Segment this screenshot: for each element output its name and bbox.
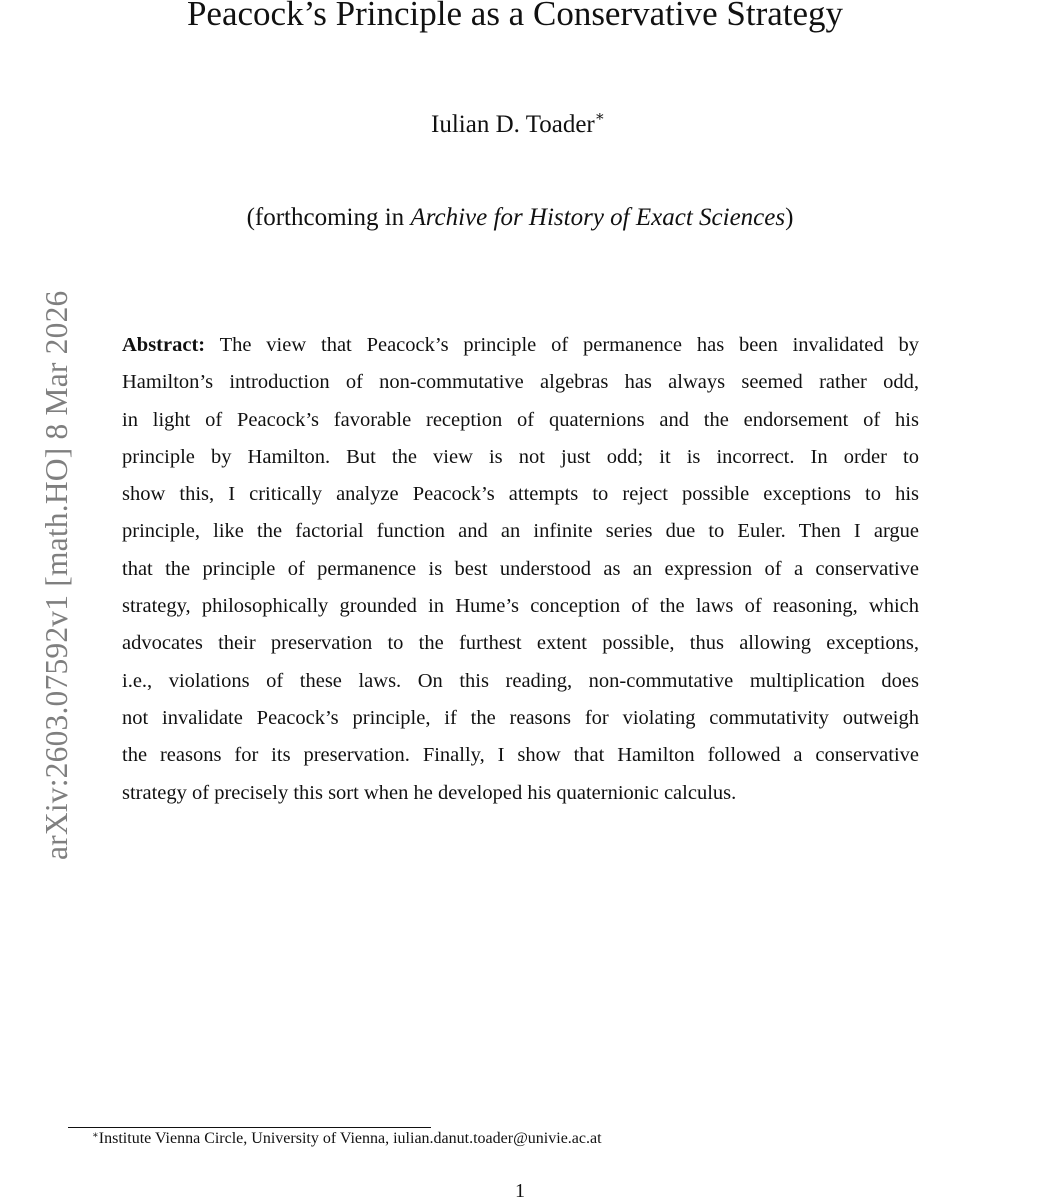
author-name: Iulian D. Toader (431, 111, 595, 138)
venue-journal: Archive for History of Exact Sciences (410, 204, 786, 231)
page-number: 1 (515, 1180, 525, 1202)
abstract-line: that the principle of permanence is best understood as an expression of a conservative (122, 557, 919, 580)
footnote (92, 1130, 602, 1148)
author-footnote-mark: ∗ (594, 109, 605, 125)
abstract-line: principle, like the factorial function and an infinite series due to Euler. Then I argue (122, 520, 919, 543)
footnote-text: Institute Vienna Circle, University of Vienna, iulian.danut.toader@univie.ac.at (98, 1130, 602, 1147)
arxiv-identifier-stamp (0, 200, 74, 860)
abstract-line: advocates their preservation to the furthest extent possible, thus allowing exceptions, (122, 632, 919, 655)
abstract-line: show this, I critically analyze Peacock’s attempts to reject possible exceptions to his (122, 483, 919, 506)
abstract-line (122, 327, 919, 364)
abstract-label: Abstract: (122, 334, 206, 356)
abstract-line: strategy of precisely this sort when he developed his quaternionic calculus. (122, 781, 737, 804)
abstract-line-text: The view that Peacock’s principle of permanence has been invalidated by (205, 334, 919, 356)
arxiv-stamp-text: arXiv:2603.07592v1 [math.HO] 8 Mar 2026 (39, 290, 74, 860)
footnote-mark: ∗ (92, 1130, 99, 1141)
abstract-line: not invalidate Peacock’s principle, if the reasons for violating commutativity outweigh (122, 706, 919, 729)
abstract-line: the reasons for its preservation. Finally, I show that Hamilton followed a conservative (122, 744, 919, 767)
abstract-line: strategy, philosophically grounded in Hume’s conception of the laws of reasoning, which (122, 595, 919, 618)
abstract-line: i.e., violations of these laws. On this reading, non-commutative multiplication does (122, 669, 919, 692)
paper-title: Peacock’s Principle as a Conservative Strategy (186, 0, 844, 33)
venue-line (0, 204, 1040, 232)
abstract (122, 327, 919, 812)
venue-suffix: ) (785, 204, 794, 231)
venue-prefix: (forthcoming in (246, 204, 411, 231)
abstract-line: Hamilton’s introduction of non-commutative algebras has always seemed rather odd, (122, 371, 919, 394)
author-line (0, 111, 1036, 139)
abstract-line: in light of Peacock’s favorable reception of quaternions and the endorsement of his (122, 408, 919, 431)
footnote-rule (68, 1127, 431, 1128)
abstract-line: principle by Hamilton. But the view is not just odd; it is incorrect. In order to (122, 445, 919, 468)
